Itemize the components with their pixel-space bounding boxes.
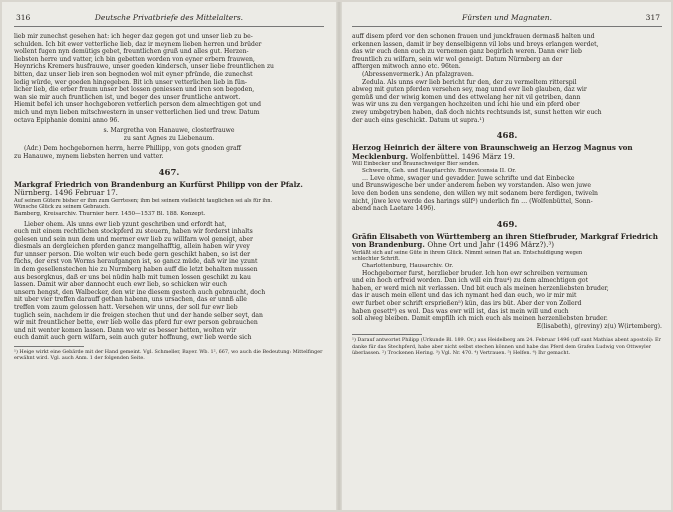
text-line: nit uber vier treffen darauff gethan habenn, uns ursachen, das er unnß alle bbox=[14, 296, 247, 304]
text-line: abweg mit guten pferden versehen sey, mag unnd ewr lieb glauben, daz wir bbox=[352, 86, 587, 94]
left-running-title: Deutsche Privatbriefe des Mittelalters. bbox=[94, 13, 244, 22]
right-running-header bbox=[352, 12, 662, 27]
text-line: licher lieb, die erber fraum unser bet lossen geniessen und iren son begoden, bbox=[14, 86, 255, 94]
text-line: wollent fugen nyn demütigs gebet, freuntlichen gruß und alles gut. Herzen- bbox=[14, 48, 249, 56]
summary-line: Auf seinen Gütere bisher er ihm zum Gerrtesen; ihm bei seinem vielleicht tauglichen sei als für ihn. bbox=[14, 197, 273, 204]
text-line: unsern hengst, den Walbecker, den wir ine diesem gestech auch gebraucht, doch bbox=[14, 288, 266, 296]
document-rubric: Gräfin Elisabeth von Württemberg an ihren Stiefbruder, Markgraf Friedrich von Brandenburg. Ohne Ort und Jahr (1496 März?).³) bbox=[352, 231, 658, 250]
text-line: und nit wenter komen lassen. Dann wo wir es besser hetten, wolten wir bbox=[14, 326, 237, 334]
document-number: 467. bbox=[158, 167, 180, 178]
right-page bbox=[352, 12, 662, 504]
text-line: gelesen und sein nun dem und mermer ewr lieb zu willfarn wol geneigt, aber bbox=[14, 235, 253, 243]
summary-line: schlechter Schrift. bbox=[352, 256, 400, 263]
doc1-body bbox=[352, 175, 662, 213]
text-line: füchs, der erst von Worms heraufgangen ist, so gancz müde, daß wir ine yzunt bbox=[14, 258, 258, 266]
right-running-title: Fürsten und Magnaten. bbox=[462, 13, 552, 22]
text-line: und Brunswigesche ber under anderem heben wy vorstanden. Also wen juwe bbox=[352, 182, 591, 190]
document-rubric: Herzog Heinrich der ältere von Braunschweig an Herzog Magnus von Mecklenburg. Wolfenbüttel. 1496 März 19. bbox=[352, 143, 633, 161]
footnote-rule bbox=[352, 334, 422, 335]
footnote: ¹) Darauf antwortet Philipp (Urkunde Bl. 189. Or.) aus Heidelberg am 24. Februar 1496 (uff sant Mathias abent apostoli): Er danke für das Stechpferd, habe aber nicht selbst stechen können und habe das Pferd dem Grafen Ludwig von Ottweyler überlassen. ²) Trockenen Hering. ³) Vgl. Nr. 470. ⁴) Vertrauen. ⁵) Helfen. ⁶) Ihr gemacht. bbox=[352, 337, 661, 356]
text-line: diesmals an dergleichen pferden gancz mangelhafftig, allein haben wir yvey bbox=[14, 243, 250, 251]
text-line: mich und myn lieben mitschwestern in unser vetterlichen lied und trew. Datum bbox=[14, 108, 260, 116]
left-page bbox=[14, 12, 324, 504]
archive-note: Bamberg, Kreisarchiv. Thurnier herr. 1450—1537 Bl. 188. Konzept. bbox=[14, 210, 206, 217]
text-line: Zedula. Als unns ewr lieb bericht fur den, der zu vermeltem ritterspil bbox=[362, 78, 577, 86]
archive-note: Charlottenburg, Hausarchiv. Or. bbox=[362, 262, 454, 269]
text-line: das ir ausch mein ellent und das ich nymant hed dan euch, wo ir mir mit bbox=[352, 292, 577, 300]
text-line: Hiemit befel ich unser hochgeboren vetterlich person dem almechtigen got und bbox=[14, 101, 261, 109]
text-line: nicht, jüwe leve werde des harings sülf²) underlich fin … (Wolfenbüttel, Sonn- bbox=[352, 197, 593, 205]
text-line: ledig würde, wer goeden hingegeben. Bit ich unser vetterlichen lieb in fün- bbox=[14, 78, 247, 86]
address-line: zu Hanauwe, mynem liebsten herren und vatter. bbox=[14, 152, 164, 160]
text-line: der auch eins geschickt. Datum ut supra.¹) bbox=[352, 116, 485, 124]
text-line: Lieber ohem. Als unns ewr lieb yzunt geschriben und erfordt hat, bbox=[24, 220, 227, 228]
book-spread bbox=[2, 2, 671, 510]
text-line: treffen vom zaum gelossen hatt. Versehen wir unns, der soll fur ewr lieb bbox=[14, 304, 238, 312]
text-line: schulden. Ich bit ewer vetterliche lieb, daz ir meynem lieben herren und brüder bbox=[14, 40, 262, 48]
text-line: was wir uns zu den vergangen hochzeiten und ichi hie und ein pferd ober bbox=[352, 101, 580, 109]
left-page-number: 316 bbox=[16, 13, 31, 22]
document-number: 469. bbox=[496, 219, 518, 230]
right-top-paragraph bbox=[352, 33, 662, 124]
text-line: … Leve ohme, swager und gevadder. Juwe schrifte und dat Einbecke bbox=[362, 174, 575, 182]
signoff: E(lisabeth), g(reviny) z(u) W(irtemberg). bbox=[536, 322, 662, 330]
text-line: Hochgeborner furst, herzlieber bruder. Ich hon ewr schreiben vernumen bbox=[362, 269, 588, 277]
text-line: freuntlich zu wilfarn, sein wir wol geneigt. Datum Nürmberg an der bbox=[352, 55, 563, 63]
archive-note: Schwerin, Geh. und Hauptarchiv. Brunsvicensia II. Or. bbox=[362, 167, 517, 174]
text-line: bitten, daz unser lieb iren son begnoden wol mit eyner pfründe, die zunechst bbox=[14, 70, 253, 78]
text-line: euch mit einem rechtlichen stockpferd zu steuern, haben wir forderst inhalts bbox=[14, 228, 253, 236]
footnote: ¹) Heige wirkt eine Gebärde mit der Hand gemeint. Vgl. Schmeller, Bayer. Wb. 1², 667, wo auch die Bedeutung: Mittelfinger erwähnt wird. Vgl. auch Anm. 1 der folgenden Seite. bbox=[14, 349, 323, 362]
text-line: ewr furbet ober schrift ersprießen⁵) kün, das irs büt. Aber der von Zollerd bbox=[352, 300, 582, 308]
left-top-paragraph bbox=[14, 33, 324, 124]
left-running-header bbox=[14, 12, 324, 27]
book-gutter bbox=[336, 2, 342, 510]
text-line: lassen. Damit wir aber dannocht euch ewr lieb, so schicken wir euch bbox=[14, 281, 228, 289]
text-line: erkennen lassen, damit ir bey denselbigenn vil lobs und breys erlangen werdet, bbox=[352, 40, 599, 48]
text-line: liebsten herre und vatter, ich bin gebetten worden von eyner erbern frauwen, bbox=[14, 55, 255, 63]
text-line: auff disem pferd vor den schonen frauen und junckfrauen dermasß halten und bbox=[352, 33, 595, 40]
text-line: das wir euch denn euch zu vernemen ganz begirlich weren. Dann ewr lieb bbox=[352, 48, 582, 56]
document-rubric: Markgraf Friedrich von Brandenburg an Kurfürst Philipp von der Pfalz. Nürnberg. 1496 Februar 17. bbox=[14, 179, 303, 198]
address-line: (Adr.) Dem hochgebornen herrn, herre Phillipp, von gots gnoden graff bbox=[24, 145, 241, 153]
text-line: Heynrichs Kremers husfrauwe, unser goeden kindersch, unser liebe freuntlichen zu bbox=[14, 63, 274, 71]
text-line: soll alweg bleiben. Damit empfilh ich mich euch als meinen herzenliebsten bruder. bbox=[352, 315, 608, 323]
right-page-number: 317 bbox=[645, 13, 660, 22]
text-line: octava Epiphanie domini anno 96. bbox=[14, 116, 120, 124]
doc2-body bbox=[352, 270, 662, 323]
text-line: lieb mir zunechst gesehen hat: ich heger daz gegen got und unser lieb zu be- bbox=[14, 33, 253, 40]
document-number: 468. bbox=[496, 131, 518, 142]
summary-line: Wünsche Glück zu seinem Gebrauch. bbox=[14, 204, 110, 211]
text-line: zwey umbgetryben haben, daß doch nichts rechtsunds ist, sunst hetten wir euch bbox=[352, 108, 602, 116]
text-line: tuglich sein, nachdem ir die freigen stechen thut und der hande selber seyt, dan bbox=[14, 311, 263, 319]
text-line: (Abressenvermerk.) An pfalzgraven. bbox=[362, 70, 474, 78]
text-line: abend nach Laetare 1496). bbox=[352, 205, 436, 213]
left-body bbox=[14, 221, 324, 343]
footnote-rule bbox=[14, 346, 84, 347]
text-line: in dem gesellenstechen hie zu Nurmberg haben auff die letzt behalten mussen bbox=[14, 266, 258, 274]
text-line: aus besorgknus, daß er uns bei nüdin halb mit tumen lossen geschikt zu kau bbox=[14, 273, 251, 281]
text-line: und ein hoch erfreid worden. Dan ich will ein frau⁴) zu dem almechtigen got bbox=[352, 277, 589, 285]
summary-line: Verläßt sich auf seine Güte in ihrem Glück. Nimmt seinen Rat an. Entschuldigung wegen bbox=[352, 249, 583, 256]
text-line: haben gesett⁶) es wol. Das was ewr will ist, das ist mein will und euch bbox=[352, 307, 569, 315]
text-line: gemüß und der wiwig komen und des ettwelang her nit vil getriben, dann bbox=[352, 93, 581, 101]
signature-line: s. Margretha von Hanauwe, closterfrauwe bbox=[103, 127, 235, 135]
text-line: wan sie mir auch fruntlichen ist, und beger des unser fruntliche antwort. bbox=[14, 93, 241, 101]
text-line: leve den boden uns sendene, den willen wy mit sodanem bere ferdigen, twiveln bbox=[352, 189, 598, 197]
signature-line: zu sant Agnes zu Liebenaum. bbox=[123, 134, 215, 142]
text-line: fur unnser person. Die wolten wir euch bede gern geschikt haben, so ist der bbox=[14, 250, 251, 258]
text-line: euch damit auch gern wilfarn, sein auch guter hoffnung, ewr lieb werde sich bbox=[14, 334, 252, 342]
text-line: haben, er werd mich nit verlassen. Und bit euch als meinen herzenliebsten bruder, bbox=[352, 284, 609, 292]
summary-line: Will Einbecker und Braunschweiger Bier senden. bbox=[352, 161, 480, 168]
text-line: afftergen mitwoch anno etc. 96ten. bbox=[352, 63, 461, 71]
text-line: wir mit freuntlicher bette, ewr lieb wolle das pferd fur ewr person gebrauchen bbox=[14, 319, 258, 327]
